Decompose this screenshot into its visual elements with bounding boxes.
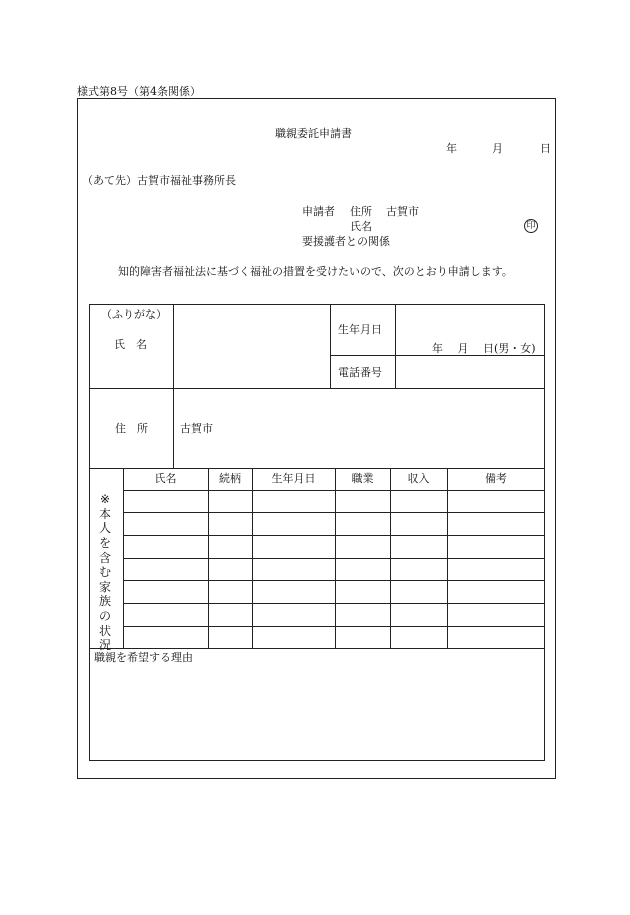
row-divider-birth [330, 355, 545, 356]
reason-label: 職親を希望する理由 [94, 651, 193, 664]
family-header-income: 収入 [407, 472, 430, 485]
family-col-line [447, 468, 448, 648]
family-row-line [123, 603, 545, 604]
form-title: 職親委託申請書 [275, 127, 352, 140]
family-row-line [123, 558, 545, 559]
family-side-label [98, 492, 112, 653]
family-row-line [123, 512, 545, 513]
form-number: 様式第8号（第4条関係） [77, 85, 201, 98]
phone-label: 電話番号 [338, 366, 382, 379]
family-side-divider [123, 468, 124, 648]
date-year-label: 年 [446, 142, 457, 155]
side-char: ※ [99, 492, 111, 506]
side-char: 本 [98, 506, 111, 521]
birth-format: 年 月 日(男・女) [432, 342, 536, 355]
family-header-name: 氏名 [154, 472, 177, 485]
seal-mark: 印 [524, 219, 538, 233]
side-char: 況 [98, 638, 111, 653]
family-header-birthdate: 生年月日 [271, 472, 316, 485]
side-char: を [98, 535, 111, 550]
side-char: 状 [98, 623, 111, 638]
col-divider-address-label [173, 388, 174, 468]
family-row-line [123, 490, 545, 491]
furigana-label: （ふりがな） [101, 308, 167, 321]
name-label: 氏 名 [114, 338, 147, 351]
side-char: 含 [98, 550, 111, 565]
side-char: 家 [98, 579, 111, 594]
side-char: む [98, 565, 111, 580]
applicant-label: 申請者 [302, 205, 335, 218]
family-col-line [335, 468, 336, 648]
applicant-relation-label: 要援護者との関係 [302, 235, 390, 248]
family-col-line [208, 468, 209, 648]
row-divider-name [89, 388, 545, 389]
col-divider-name-value [330, 304, 331, 388]
address-value: 古賀市 [180, 422, 213, 435]
family-row-line [123, 626, 545, 627]
col-divider-birth-label [395, 304, 396, 388]
row-divider-family [89, 648, 545, 649]
family-header-occupation: 職業 [351, 472, 374, 485]
family-col-line [390, 468, 391, 648]
side-char: 人 [98, 521, 111, 536]
application-statement: 知的障害者福祉法に基づく福祉の措置を受けたいので、次のとおり申請します。 [118, 265, 513, 278]
family-row-line [123, 535, 545, 536]
side-char: の [98, 609, 111, 623]
family-row-line [123, 580, 545, 581]
address-label: 住 所 [115, 422, 148, 435]
family-header-relation: 続柄 [219, 472, 241, 485]
family-col-line [252, 468, 253, 648]
side-char: 族 [98, 594, 111, 609]
addressee: （あて先）古賀市福祉事務所長 [82, 174, 236, 187]
date-day-label: 日 [540, 142, 551, 155]
application-table [89, 304, 545, 761]
birth-label: 生年月日 [338, 323, 382, 336]
applicant-address-label: 住所 [350, 205, 372, 218]
row-divider-address [89, 468, 545, 469]
date-month-label: 月 [492, 142, 503, 155]
applicant-name-label: 氏名 [350, 220, 372, 233]
family-header-remarks: 備考 [485, 472, 507, 485]
applicant-address-value: 古賀市 [386, 205, 419, 218]
col-divider-name-label [173, 304, 174, 388]
